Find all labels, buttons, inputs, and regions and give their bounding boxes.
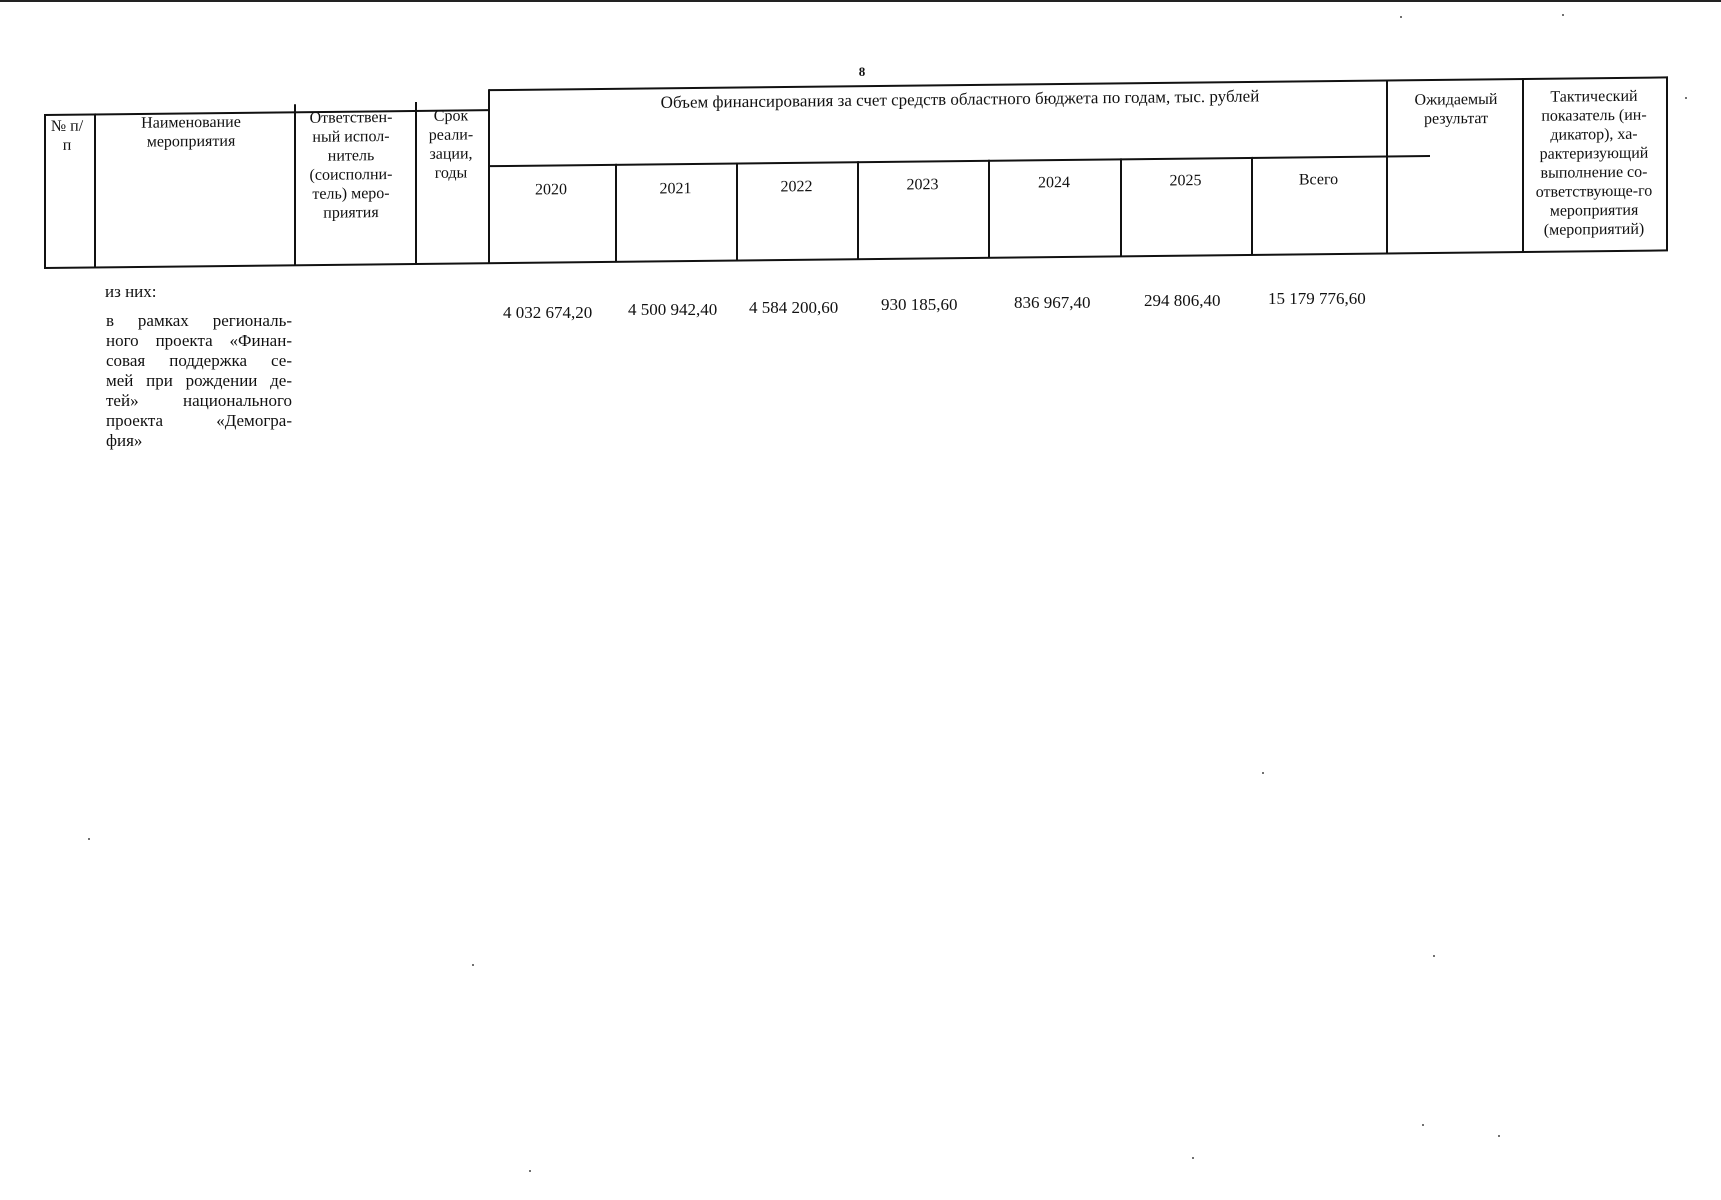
page-number: 8 xyxy=(858,64,866,79)
row-name xyxy=(106,311,292,451)
header-result: Ожидаемый результат xyxy=(1414,90,1498,128)
header-name: Наименование мероприятия xyxy=(141,113,241,151)
row-name-line: в рамках региональ- xyxy=(106,311,292,330)
scan-speck xyxy=(1562,14,1564,16)
header-year-2020: 2020 xyxy=(535,181,567,199)
scan-speck xyxy=(1422,1124,1424,1126)
row-name-line: проекта «Демогра- xyxy=(106,411,292,430)
value-2022: 4 584 200,60 xyxy=(749,298,839,317)
row-name-line: фия» xyxy=(106,431,143,450)
scan-speck xyxy=(88,838,90,840)
header-financing: Объем финансирования за счет средств областного бюджета по годам, тыс. рублей xyxy=(660,86,1260,112)
header-indicator: Тактический показатель (ин-дикатор), ха-рактеризующий выполнение со-ответствующе-го мероприятия (мероприятий) xyxy=(1535,87,1653,239)
row-name-line: мей при рождении де- xyxy=(106,371,292,390)
header-term: Срок реали-зации, годы xyxy=(428,107,474,182)
header-responsible: Ответствен-ный испол-нитель (соисполни-тель) меро-приятия xyxy=(309,108,393,222)
header-year-2025: 2025 xyxy=(1169,172,1202,190)
value-2025: 294 806,40 xyxy=(1144,291,1221,310)
header-year-2021: 2021 xyxy=(659,180,692,198)
value-2024: 836 967,40 xyxy=(1014,293,1091,312)
header-year-2022: 2022 xyxy=(780,178,813,196)
header-total: Всего xyxy=(1298,171,1339,189)
row-name-line: ного проекта «Финан- xyxy=(106,331,292,350)
scan-speck xyxy=(1498,1135,1500,1137)
value-total: 15 179 776,60 xyxy=(1268,289,1366,308)
header-number: № п/п xyxy=(50,117,84,154)
value-2023: 930 185,60 xyxy=(881,295,958,314)
scan-speck xyxy=(1262,772,1264,774)
value-2021: 4 500 942,40 xyxy=(628,300,718,319)
scan-speck xyxy=(1400,16,1402,18)
header-year-2024: 2024 xyxy=(1038,174,1070,192)
scan-speck xyxy=(1433,955,1435,957)
header-year-2023: 2023 xyxy=(906,176,939,194)
scan-edge xyxy=(0,0,1721,2)
row-name-line: совая поддержка се- xyxy=(106,351,292,370)
scan-speck xyxy=(1685,97,1687,99)
scan-speck xyxy=(472,964,474,966)
value-2020: 4 032 674,20 xyxy=(503,303,593,322)
row-name-line: тей» национального xyxy=(106,391,292,410)
scan-speck xyxy=(1192,1157,1194,1159)
row-label: из них: xyxy=(105,282,157,301)
scan-speck xyxy=(529,1170,531,1172)
